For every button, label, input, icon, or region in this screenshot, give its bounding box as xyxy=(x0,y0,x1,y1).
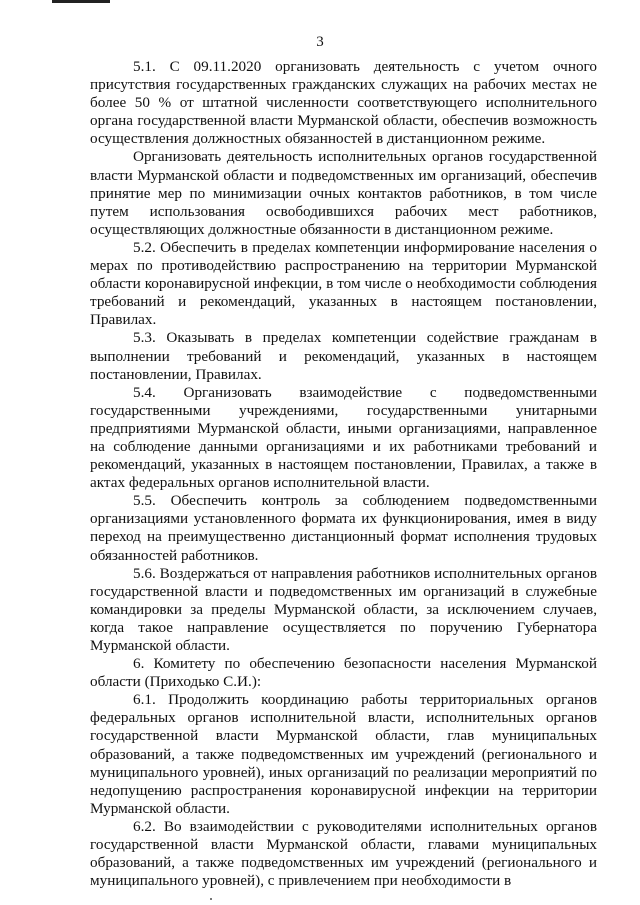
paragraph-5-5: 5.5. Обеспечить контроль за соблюдением подведомственными организациями установленного формата их функционирования, имея в виду переход на преимущественно дистанционный формат исполнения трудовых обязанностей работников. xyxy=(90,492,597,564)
page-number: 3 xyxy=(316,34,324,50)
paragraph-5-3: 5.3. Оказывать в пределах компетенции содействие гражданам в выполнении требований и рекомендаций, указанных в настоящем постановлении, Правилах. xyxy=(90,329,597,383)
paragraph-6-1: 6.1. Продолжить координацию работы территориальных органов федеральных органов исполнительной власти, исполнительных органов государственной власти Мурманской области, глав муниципальных образований, а также подведомственных им учреждений (регионального и муниципального уровней), иных организаций по реализации мероприятий по недопущению распространения коронавирусной инфекции на территории Мурманской области. xyxy=(90,691,597,817)
paragraph-5-4: 5.4. Организовать взаимодействие с подведомственными государственными учреждениями, государственными унитарными предприятиями Мурманской области, иными организациями, направленное на соблюдение данными организациями и их работниками требований и рекомендаций, указанных в настоящем постановлении, Правилах, а также в актах федеральных органов исполнительной власти. xyxy=(90,383,597,492)
scan-edge-mark xyxy=(52,0,110,3)
document-body xyxy=(90,58,597,890)
scan-speck xyxy=(210,898,212,900)
paragraph-5-2: 5.2. Обеспечить в пределах компетенции информирование населения о мерах по противодействию распространению на территории Мурманской области коронавирусной инфекции, в том числе о необходимости соблюдения требований и рекомендаций, указанных в настоящем постановлении, Правилах. xyxy=(90,238,597,329)
paragraph-6: 6. Комитету по обеспечению безопасности населения Мурманской области (Приходько С.И.): xyxy=(90,655,597,691)
paragraph-5-1: 5.1. С 09.11.2020 организовать деятельность с учетом очного присутствия государственных гражданских служащих на рабочих местах не более 50 % от штатной численности соответствующего исполнительного органа государственной власти Мурманской области, обеспечив возможность осуществления должностных обязанностей в дистанционном режиме. xyxy=(90,58,597,148)
paragraph-5-1-continued: Организовать деятельность исполнительных органов государственной власти Мурманской области и подведомственных им организаций, обеспечив принятие мер по минимизации очных контактов работников, в том числе путем использования освободившихся рабочих мест работников, осуществляющих должностные обязанности в дистанционном режиме. xyxy=(90,148,597,238)
paragraph-5-6: 5.6. Воздержаться от направления работников исполнительных органов государственной власти и подведомственных им организаций в служебные командировки за пределы Мурманской области, за исключением случаев, когда такое направление осуществляется по поручению Губернатора Мурманской области. xyxy=(90,564,597,654)
paragraph-6-2: 6.2. Во взаимодействии с руководителями исполнительных органов государственной власти Мурманской области, главами муниципальных образований, а также подведомственных им учреждений (регионального и муниципального уровней), с привлечением при необходимости в xyxy=(90,817,597,890)
